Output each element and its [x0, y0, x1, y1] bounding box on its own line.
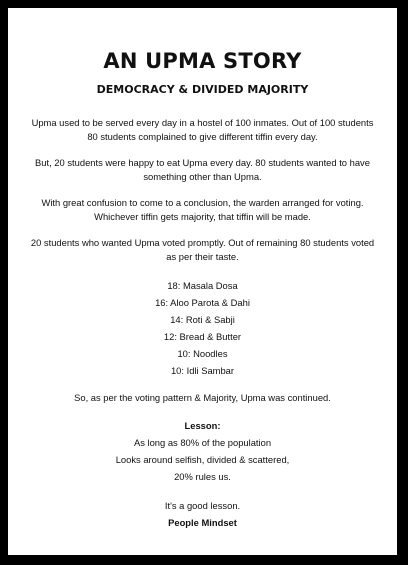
lesson-line-3: 20% rules us. — [174, 471, 231, 482]
lesson-lines — [28, 434, 377, 485]
lesson-heading: Lesson: — [184, 420, 221, 431]
document-title: AN UPMA STORY — [103, 49, 302, 73]
vote-item-idli-sambar: 10: Idli Sambar — [170, 365, 235, 376]
document-page — [8, 8, 397, 555]
vote-item-roti-sabji: 14: Roti & Sabji — [170, 314, 235, 325]
lesson-line-2: Looks around selfish, divided & scattered, — [115, 454, 290, 465]
vote-list — [28, 277, 377, 379]
vote-item-masala-dosa: 18: Masala Dosa — [167, 280, 238, 291]
lesson-line-1: As long as 80% of the population — [133, 437, 272, 448]
vote-item-noodles: 10: Noodles — [177, 348, 228, 359]
story-paragraph-3: With great confusion to come to a conclusion, the warden arranged for voting. Whichever tiffin gets majority, that tiffin will be made. — [41, 197, 364, 222]
vote-item-aloo-parota: 16: Aloo Parota & Dahi — [155, 297, 250, 308]
document-subtitle: DEMOCRACY & DIVIDED MAJORITY — [96, 83, 309, 96]
story-paragraph-4: 20 students who wanted Upma voted promptly. Out of remaining 80 students voted as per their taste. — [30, 237, 375, 262]
conclusion-paragraph: So, as per the voting pattern & Majority, Upma was continued. — [74, 392, 331, 403]
vote-item-bread-butter: 12: Bread & Butter — [163, 331, 242, 342]
story-paragraph-1: Upma used to be served every day in a hostel of 100 inmates. Out of 100 students 80 students complained to give different tiffin every day. — [31, 117, 374, 142]
story-paragraph-2: But, 20 students were happy to eat Upma every day. 80 students wanted to have something other than Upma. — [35, 157, 370, 182]
closing-line: It's a good lesson. — [164, 500, 241, 511]
signature: People Mindset — [168, 517, 237, 528]
